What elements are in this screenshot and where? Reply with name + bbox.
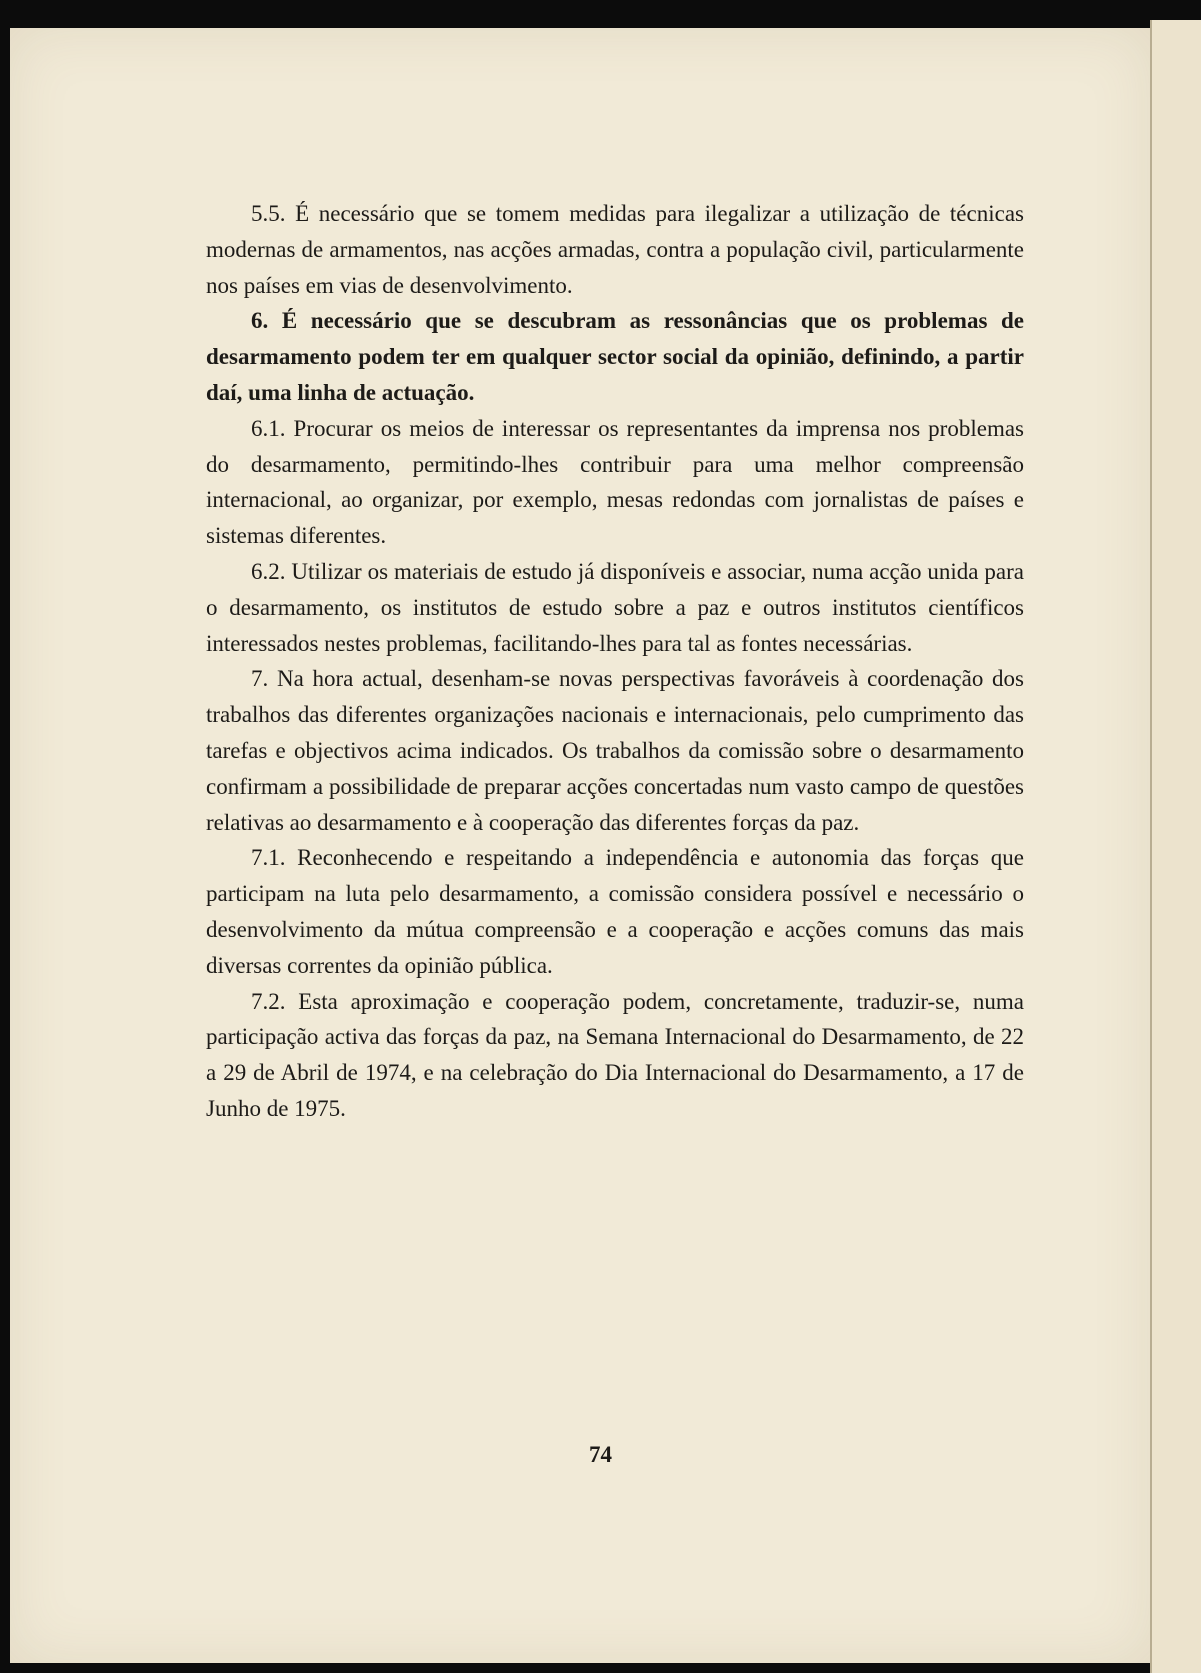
next-page-edge [1150, 20, 1201, 1673]
page-number: 74 [589, 1442, 612, 1467]
paragraph-6-2: 6.2. Utilizar os materiais de estudo já disponíveis e associar, numa acção unida para o desarmamento, os institutos de estudo sobre a paz e outros institutos científicos interessados nestes problemas, facilitando-lhes para tal as fontes necessárias. [206, 558, 1024, 656]
paragraph-6-1: 6.1. Procurar os meios de interessar os representantes da imprensa nos problemas do desarmamento, permitindo-lhes contribuir para uma melhor compreensão internacional, ao organizar, por exemplo, mesas redondas com jornalistas de países e sistemas diferentes. [206, 415, 1024, 549]
paragraph-6: 6. É necessário que se descubram as ressonâncias que os problemas de desarmamento podem ter em qualquer sector social da opinião, definindo, a partir daí, uma linha de actuação. [206, 308, 1024, 405]
paragraph-7: 7. Na hora actual, desenham-se novas perspectivas favoráveis à coordenação dos trabalhos das diferentes organizações nacionais e internacionais, pelo cumprimento das tarefas e objectivos acima indicados. Os trabalhos da comissão sobre o desarmamento confirmam a possibilidade de preparar acções concertadas num vasto campo de questões relativas ao desarmamento e à cooperação das diferentes forças da paz. [206, 666, 1024, 835]
paragraph-7-2: 7.2. Esta aproximação e cooperação podem, concretamente, traduzir-se, numa participação activa das forças da paz, na Semana Internacional do Desarmamento, de 22 a 29 de Abril de 1974, e na celebração do Dia Internacional do Desarmamento, a 17 de Junho de 1975. [206, 988, 1024, 1121]
paragraph-5-5: 5.5. É necessário que se tomem medidas para ilegalizar a utilização de técnicas modernas de armamentos, nas acções armadas, contra a população civil, particularmente nos países em vias de desenvolvimento. [206, 201, 1024, 298]
paragraph-7-1: 7.1. Reconhecendo e respeitando a independência e autonomia das forças que participam na luta pelo desarmamento, a comissão considera possível e necessário o desenvolvimento da mútua compreensão e a cooperação e acções comuns das mais diversas correntes da opinião pública. [206, 845, 1024, 978]
body-text [206, 196, 1024, 1127]
